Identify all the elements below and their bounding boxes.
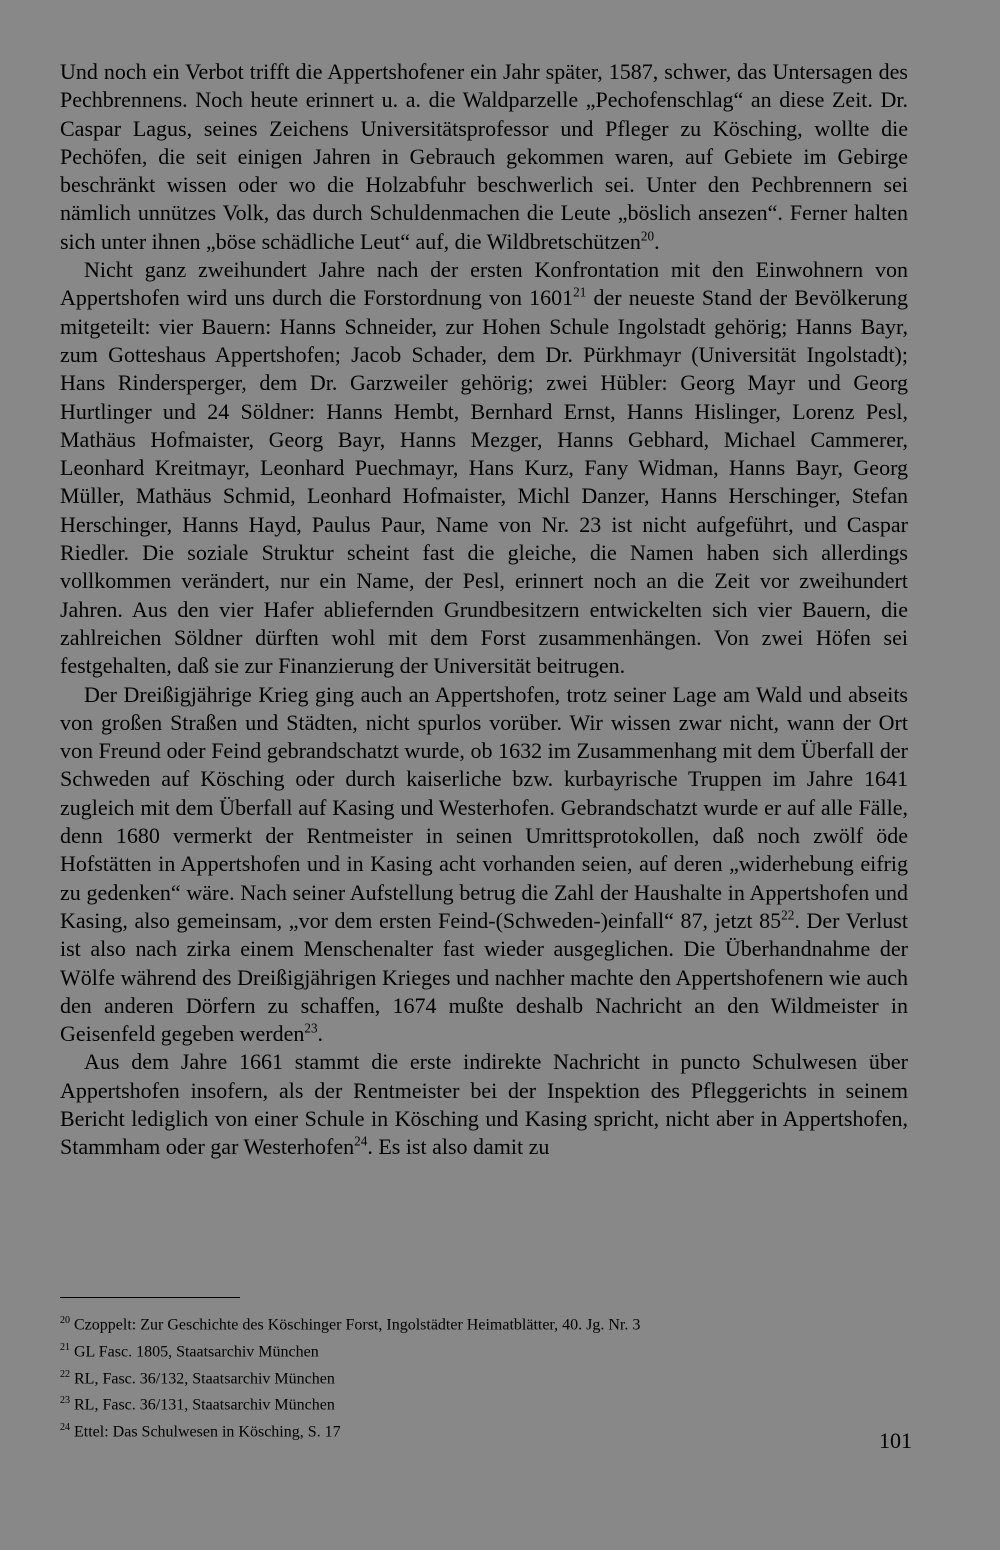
footnote-text: GL Fasc. 1805, Staatsarchiv München	[74, 1343, 319, 1361]
body-text	[60, 58, 908, 1162]
paragraph-text: .	[317, 1021, 324, 1047]
paragraph-text: Aus dem Jahre 1661 stammt die erste indirekte Nachricht in puncto Schulwesen über Appertshofen insofern, als der Rentmeister bei der Inspektion des Pfleggerichts in seinem Bericht lediglich von einer Schule in Kösching und Kasing spricht, nicht aber in Appertshofen, Stammham oder gar Westerhofen	[60, 1049, 908, 1160]
footnote-text: RL, Fasc. 36/132, Staatsarchiv München	[74, 1369, 335, 1387]
paragraph	[60, 256, 908, 680]
footnotes	[60, 1310, 908, 1444]
footnote	[60, 1390, 908, 1417]
footnote-divider	[60, 1297, 240, 1298]
paragraph	[60, 58, 908, 256]
page-number: 101	[879, 1428, 912, 1453]
footnote-number: 23	[60, 1395, 70, 1407]
footnote-ref: 20	[640, 228, 655, 244]
paragraph-text: . Der Verlust ist also nach zirka einem Menschenalter fast wieder ausgeglichen. Die Überhandnahme der Wölfe während des Dreißigjährigen Krieges und nachher machte den Appertshofenern wie auch den anderen Dörfern zu schaffen, 1674 mußte deshalb Nachricht an den Wildmeister in Geisenfeld gegeben werden	[60, 907, 908, 1047]
paragraph	[60, 1048, 908, 1161]
paragraph-text: .	[654, 228, 660, 254]
footnote-number: 21	[60, 1341, 70, 1353]
paragraph-text: Der Dreißigjährige Krieg ging auch an Appertshofen, trotz seiner Lage am Wald und abseits von großen Straßen und Städten, nicht spurlos vorüber. Wir wissen zwar nicht, wann der Ort von Freund oder Feind gebrandschatzt wurde, ob 1632 im Zusammenhang mit dem Überfall der Schweden auf Kösching oder durch kaiserliche bzw. kurbayrische Truppen im Jahre 1641 zugleich mit dem Überfall auf Kasing und Westerhofen. Gebrandschatzt wurde er auf alle Fälle, denn 1680 vermerkt der Rentmeister in seinen Umrittsprotokollen, daß noch zwölf öde Hofstätten in Appertshofen und in Kasing acht vorhanden seien, auf deren „widerhebung eifrig zu gedenken“ wäre. Nach seiner Aufstellung betrug die Zahl der Haushalte in Appertshofen und Kasing, also gemeinsam, „vor dem ersten Feind-(Schweden-)einfall“ 87, jetzt 85	[60, 681, 908, 933]
footnote-number: 24	[60, 1422, 70, 1434]
footnote-text: RL, Fasc. 36/131, Staatsarchiv München	[74, 1396, 335, 1414]
footnote-ref: 24	[354, 1133, 368, 1149]
paragraph-text: Und noch ein Verbot trifft die Appertshofener ein Jahr später, 1587, schwer, das Untersagen des Pechbrennens. Noch heute erinnert u. a. die Waldparzelle „Pechofenschlag“ an diese Zeit. Dr. Caspar Lagus, seines Zeichens Universitätsprofessor und Pfleger zu Kösching, wollte die Pechöfen, die seit einigen Jahren in Gebrauch gekommen waren, auf Gebiete im Gebirge beschränkt wissen oder wo die Holzabfuhr beschwerlich sei. Unter den Pechbrennern sei nämlich unnützes Volk, das durch Schuldenmachen die Leute „böslich ansezen“. Ferner halten sich unter ihnen „böse schädliche Leut“ auf, die Wildbretschützen	[60, 59, 908, 254]
footnote	[60, 1337, 908, 1364]
paragraph	[60, 681, 908, 1049]
paragraph-text: der neueste Stand der Bevölkerung mitgeteilt: vier Bauern: Hanns Schneider, zur Hohen Schule Ingolstadt gehörig; Hanns Bayr, zum Gotteshaus Appertshofen; Jacob Schader, dem Dr. Pürkhmayr (Universität Ingolstadt); Hans Rindersperger, dem Dr. Garzweiler gehörig; zwei Hübler: Georg Mayr und Georg Hurtlinger und 24 Söldner: Hanns Hembt, Bernhard Ernst, Hanns Hislinger, Lorenz Pesl, Mathäus Hofmaister, Georg Bayr, Hanns Mezger, Hanns Gebhard, Michael Cammerer, Leonhard Kreitmayr, Leonhard Puechmayr, Hans Kurz, Fany Widman, Hanns Bayr, Georg Müller, Mathäus Schmid, Leonhard Hofmaister, Michl Danzer, Hanns Herschinger, Stefan Herschinger, Hanns Hayd, Paulus Paur, Name von Nr. 23 ist nicht aufgeführt, und Caspar Riedler. Die soziale Struktur scheint fast die gleiche, die Namen haben sich allerdings vollkommen verändert, nur ein Name, der Pesl, erinnert noch an die Zeit vor zweihundert Jahren. Aus den vier Hafer abliefernden Grundbesitzern entwickelten sich vier Bauern, die zahlreichen Söldner dürften wohl mit dem Forst zusammenhängen. Von zwei Höfen sei festgehalten, daß sie zur Finanzierung der Universität beitrugen.	[60, 285, 908, 679]
footnote-text: Ettel: Das Schulwesen in Kösching, S. 17	[74, 1423, 341, 1441]
footnote-ref: 23	[304, 1020, 318, 1036]
footnote-number: 20	[60, 1315, 70, 1326]
footnote	[60, 1417, 908, 1444]
footnote-ref: 22	[781, 907, 795, 923]
paragraph-text: . Es ist also damit zu	[367, 1134, 550, 1160]
footnote	[60, 1364, 908, 1391]
footnote-text: Czoppelt: Zur Geschichte des Köschinger Forst, Ingolstädter Heimatblätter, 40. Jg. Nr. 3	[74, 1316, 641, 1334]
footnote	[60, 1310, 908, 1337]
footnote-number: 22	[60, 1368, 70, 1380]
footnote-ref: 21	[573, 285, 587, 301]
paragraph-text: Nicht ganz zweihundert Jahre nach der ersten Konfrontation mit den Einwohnern von Appertshofen wird uns durch die Forstordnung von 1601	[60, 257, 908, 311]
